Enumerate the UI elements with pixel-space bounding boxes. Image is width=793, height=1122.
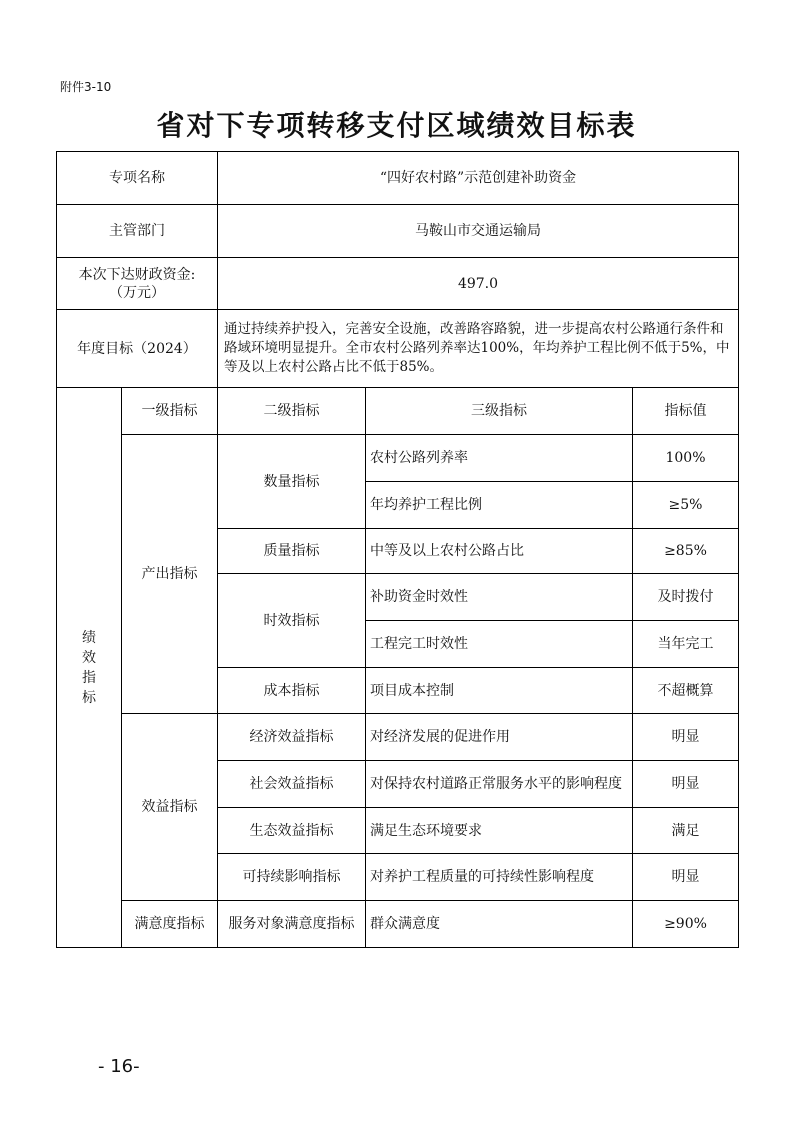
indicator-value: ≥5%	[633, 482, 739, 529]
dept-label: 主管部门	[57, 205, 218, 258]
performance-indicators-label: 绩效指标	[57, 388, 122, 948]
table-row	[57, 901, 739, 948]
dept-value: 马鞍山市交通运输局	[218, 205, 739, 258]
level3-indicator: 补助资金时效性	[366, 574, 633, 621]
level3-indicator: 农村公路列养率	[366, 435, 633, 482]
col-value-header: 指标值	[633, 388, 739, 435]
indicator-value: 明显	[633, 761, 739, 808]
goal-value: 通过持续养护投入，完善安全设施，改善路容路貌，进一步提高农村公路通行条件和路域环境明显提升。全市农村公路列养率达100%，年均养护工程比例不低于5%，中等及以上农村公路占比不低于85%。	[218, 310, 739, 388]
funds-label-line1: 本次下达财政资金:	[78, 266, 196, 283]
funds-label	[57, 258, 218, 310]
project-name-label: 专项名称	[57, 152, 218, 205]
table-row	[57, 435, 739, 482]
economic-benefit-label: 经济效益指标	[218, 714, 366, 761]
funds-label-line2: （万元）	[109, 284, 165, 301]
indicator-value: 明显	[633, 714, 739, 761]
document-title: 省对下专项转移支付区域绩效目标表	[156, 109, 637, 142]
project-name-value: “四好农村路”示范创建补助资金	[218, 152, 739, 205]
attachment-label: 附件3-10	[60, 80, 112, 94]
col-level2-header: 二级指标	[218, 388, 366, 435]
level3-indicator: 中等及以上农村公路占比	[366, 529, 633, 574]
level3-indicator: 项目成本控制	[366, 668, 633, 714]
level3-indicator: 满足生态环境要求	[366, 808, 633, 854]
level3-indicator: 工程完工时效性	[366, 621, 633, 668]
col-level1-header: 一级指标	[122, 388, 218, 435]
level3-indicator: 群众满意度	[366, 901, 633, 948]
quantity-indicator-label: 数量指标	[218, 435, 366, 529]
table-row	[57, 714, 739, 761]
service-satisfaction-label: 服务对象满意度指标	[218, 901, 366, 948]
indicator-value: ≥90%	[633, 901, 739, 948]
funds-value: 497.0	[218, 258, 739, 310]
indicator-header-row	[57, 388, 739, 435]
quality-indicator-label: 质量指标	[218, 529, 366, 574]
ecological-benefit-label: 生态效益指标	[218, 808, 366, 854]
indicator-value: 及时拨付	[633, 574, 739, 621]
indicator-value: ≥85%	[633, 529, 739, 574]
col-level3-header: 三级指标	[366, 388, 633, 435]
indicator-value: 不超概算	[633, 668, 739, 714]
dept-row	[57, 205, 739, 258]
level3-indicator: 对经济发展的促进作用	[366, 714, 633, 761]
level3-indicator: 年均养护工程比例	[366, 482, 633, 529]
benefit-indicator-label: 效益指标	[122, 714, 218, 901]
indicator-value: 明显	[633, 854, 739, 901]
satisfaction-indicator-label: 满意度指标	[122, 901, 218, 948]
page-number: - 16-	[98, 1056, 140, 1077]
goal-label: 年度目标（2024）	[57, 310, 218, 388]
goal-row	[57, 310, 739, 388]
level3-indicator: 对保持农村道路正常服务水平的影响程度	[366, 761, 633, 808]
project-name-row	[57, 152, 739, 205]
funds-row	[57, 258, 739, 310]
social-benefit-label: 社会效益指标	[218, 761, 366, 808]
indicator-value: 当年完工	[633, 621, 739, 668]
output-indicator-label: 产出指标	[122, 435, 218, 714]
performance-goal-table	[56, 151, 739, 948]
indicator-value: 100%	[633, 435, 739, 482]
indicator-value: 满足	[633, 808, 739, 854]
timeliness-indicator-label: 时效指标	[218, 574, 366, 668]
sustainable-impact-label: 可持续影响指标	[218, 854, 366, 901]
cost-indicator-label: 成本指标	[218, 668, 366, 714]
level3-indicator: 对养护工程质量的可持续性影响程度	[366, 854, 633, 901]
